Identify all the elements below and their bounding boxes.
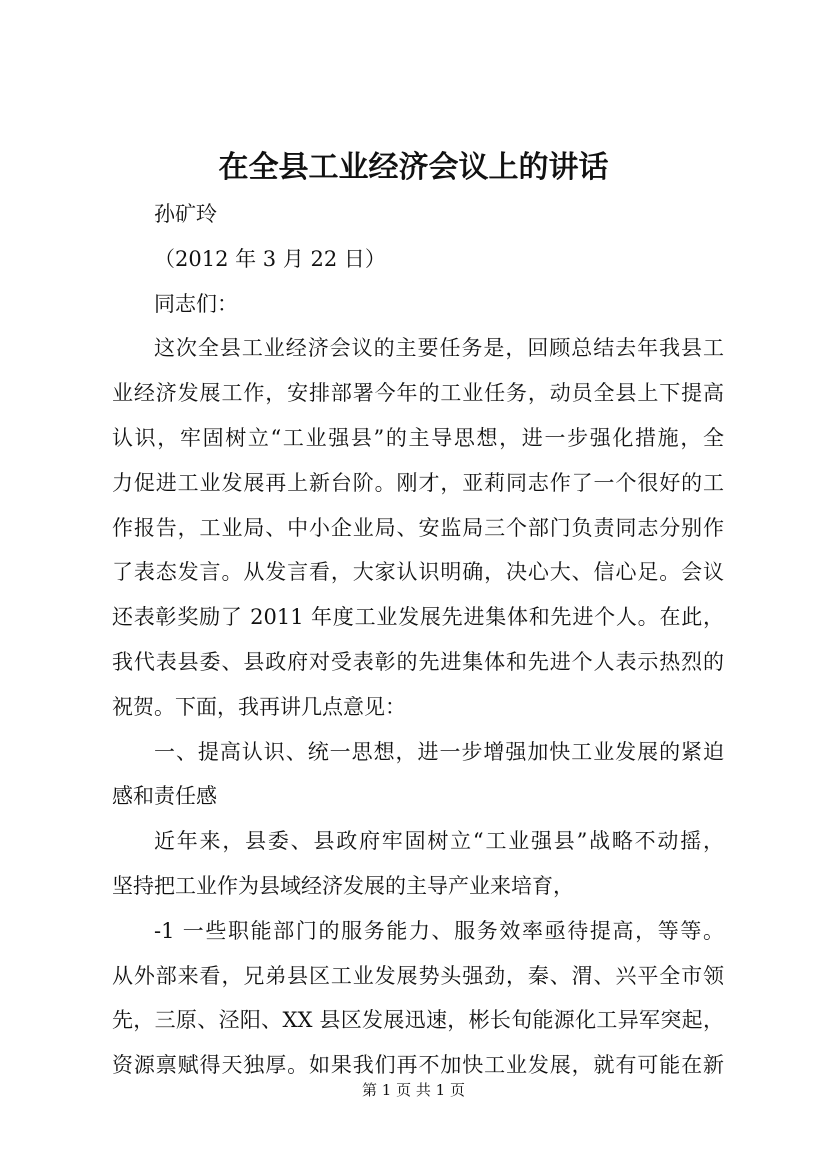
heading-line: 一、提高认识、统一思想，进一步增强加快工业发展的紧迫 [154, 739, 724, 764]
section-heading-1 [112, 730, 724, 820]
paragraph-external [112, 909, 724, 1088]
page-number-footer: 第 1 页 共 1 页 [362, 1081, 465, 1099]
salutation: 同志们： [154, 291, 238, 316]
text-line: 从外部来看，兄弟县区工业发展势头强劲，秦、渭、兴平全市领 [112, 963, 724, 988]
text-line: 力促进工业发展再上新台阶。刚才，亚莉同志作了一个很好的工 [112, 470, 724, 495]
text-line: 我代表县委、县政府对受表彰的先进集体和先进个人表示热烈的 [112, 649, 724, 674]
text-line: 业经济发展工作，安排部署今年的工业任务，动员全县上下提高 [112, 381, 724, 406]
text-line: 认识，牢固树立“工业强县”的主导思想，进一步强化措施，全 [112, 425, 724, 450]
paragraph-intro [112, 326, 724, 729]
author-name: 孙矿玲 [154, 202, 217, 226]
text-line: -1 一些职能部门的服务能力、服务效率亟待提高，等等。 [154, 918, 724, 943]
document-body [112, 192, 724, 1088]
text-line: 先，三原、泾阳、XX 县区发展迅速，彬长旬能源化工异军突起， [112, 1008, 724, 1033]
heading-line: 感和责任感 [112, 784, 217, 809]
text-line: 近年来，县委、县政府牢固树立“工业强县”战略不动摇， [154, 829, 724, 854]
text-line: 资源禀赋得天独厚。如果我们再不加快工业发展，就有可能在新 [112, 1053, 724, 1078]
text-line: 这次全县工业经济会议的主要任务是，回顾总结去年我县工 [154, 336, 724, 361]
text-line: 祝贺。下面，我再讲几点意见： [112, 694, 406, 719]
document-title: 在全县工业经济会议上的讲话 [218, 150, 609, 185]
speech-date: （2012 年 3 月 22 日） [154, 246, 386, 271]
text-line: 还表彰奖励了 2011 年度工业发展先进集体和先进个人。在此， [112, 605, 724, 630]
text-line: 作报告，工业局、中小企业局、安监局三个部门负责同志分别作 [112, 515, 724, 540]
paragraph-recent-years [112, 819, 724, 909]
text-line: 坚持把工业作为县域经济发展的主导产业来培育， [112, 873, 574, 898]
text-line: 了表态发言。从发言看，大家认识明确，决心大、信心足。会议 [112, 560, 724, 585]
